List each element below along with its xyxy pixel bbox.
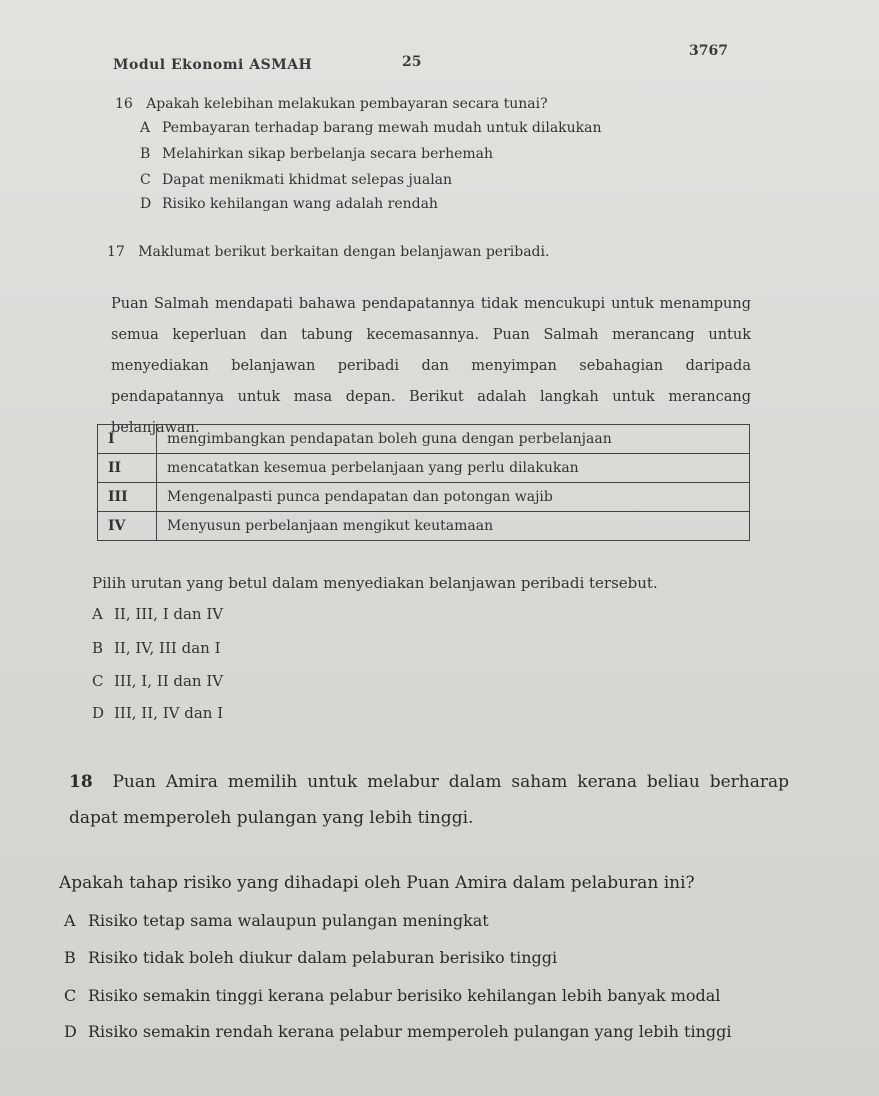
option-text: III, II, IV dan I [114,704,224,722]
q18-prompt: Apakah tahap risiko yang dihadapi oleh Puan Amira dalam pelaburan ini? [59,873,695,893]
option-text: Melahirkan sikap berbelanja secara berhemah [162,146,494,162]
option-letter: A [140,120,151,136]
table-row [98,425,750,454]
step-text: mengimbangkan pendapatan boleh guna dengan perbelanjaan [157,425,750,454]
option-letter: B [140,146,151,162]
option-text: II, IV, III dan I [114,639,221,657]
q17-prompt: Pilih urutan yang betul dalam menyediakan belanjawan peribadi tersebut. [92,574,658,592]
option-letter: D [64,1022,77,1041]
option-text: Risiko semakin rendah kerana pelabur memperoleh pulangan yang lebih tinggi [88,1022,732,1041]
step-text: mencatatkan kesemua perbelanjaan yang perlu dilakukan [157,454,750,483]
q16-option-b[interactable] [140,146,493,162]
step-number: IV [98,512,157,541]
q16-option-d[interactable] [140,196,438,212]
q18-option-b[interactable] [64,948,557,967]
option-letter: A [92,605,103,623]
q17-option-b[interactable] [92,639,221,657]
step-number: III [98,483,157,512]
step-number: II [98,454,157,483]
option-text: III, I, II dan IV [114,672,224,690]
option-letter: A [64,911,76,930]
option-letter: C [140,172,151,188]
q17-option-c[interactable] [92,672,223,690]
option-text: II, III, I dan IV [114,605,224,623]
question-number: 16 [115,96,133,112]
module-title: Modul Ekonomi ASMAH [113,57,313,73]
option-text: Risiko tetap sama walaupun pulangan meningkat [88,911,489,930]
q17-option-d[interactable] [92,704,223,722]
q16-option-a[interactable] [140,120,602,136]
option-letter: D [140,196,152,212]
question-18 [69,764,789,836]
budget-steps-table [97,424,750,541]
q18-option-c[interactable] [64,986,720,1005]
option-text: Pembayaran terhadap barang mewah mudah untuk dilakukan [162,120,602,136]
option-text: Risiko tidak boleh diukur dalam pelaburan berisiko tinggi [88,948,558,967]
q16-option-c[interactable] [140,172,452,188]
question-text: Puan Amira memilih untuk melabur dalam saham kerana beliau berharap dapat memperoleh pulangan yang lebih tinggi. [69,772,789,828]
paper-code: 3767 [689,43,728,59]
question-number: 17 [107,244,125,260]
question-16 [115,96,548,112]
q17-scenario-paragraph: Puan Salmah mendapati bahawa pendapatannya tidak mencukupi untuk menampung semua keperluan dan tabung kecemasannya. Puan Salmah merancang untuk menyediakan belanjawan peribadi dan menyimpan sebahagian daripada pendapatannya untuk masa depan. Berikut adalah langkah untuk merancang belanjawan. [111,296,751,436]
q17-option-a[interactable] [92,605,223,623]
option-letter: B [64,948,76,967]
page-number: 25 [402,54,422,70]
option-text: Dapat menikmati khidmat selepas jualan [162,172,453,188]
step-text: Menyusun perbelanjaan mengikut keutamaan [157,512,750,541]
question-17 [107,244,549,260]
option-text: Risiko kehilangan wang adalah rendah [162,196,438,212]
option-letter: B [92,639,104,657]
option-letter: D [92,704,105,722]
question-number: 18 [69,772,93,792]
option-text: Risiko semakin tinggi kerana pelabur berisiko kehilangan lebih banyak modal [88,986,721,1005]
table-row [98,483,750,512]
q18-option-d[interactable] [64,1022,731,1041]
option-letter: C [92,672,104,690]
table-row [98,454,750,483]
step-number: I [98,425,157,454]
question-text: Maklumat berikut berkaitan dengan belanjawan peribadi. [138,244,550,260]
step-text: Mengenalpasti punca pendapatan dan potongan wajib [157,483,750,512]
q18-option-a[interactable] [64,911,489,930]
question-text: Apakah kelebihan melakukan pembayaran secara tunai? [146,96,548,112]
table-row [98,512,750,541]
option-letter: C [64,986,77,1005]
